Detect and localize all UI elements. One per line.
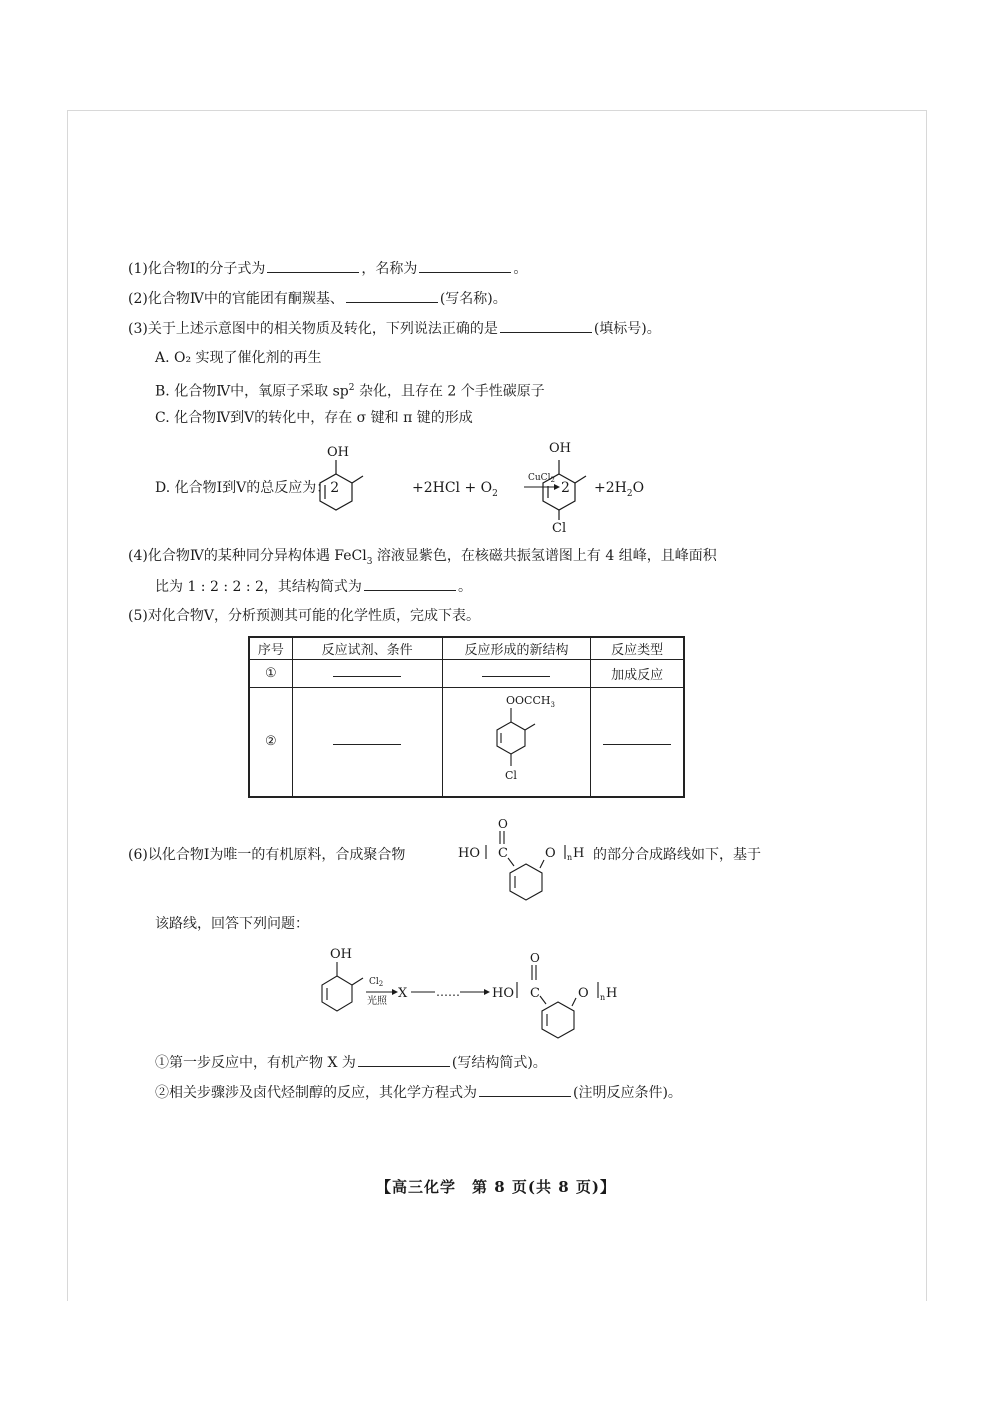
poly-n-label: n	[567, 853, 573, 862]
eq-prod-text: +2H	[594, 480, 627, 496]
route-condition: 光照	[367, 996, 387, 1007]
q4-blank[interactable]	[364, 576, 456, 591]
q4-sub: 3	[366, 556, 373, 567]
table-row	[249, 659, 684, 687]
route-reagent-text: Cl	[369, 977, 379, 987]
q3-stem-text: (3)关于上述示意图中的相关物质及转化，下列说法正确的是	[128, 321, 498, 337]
q6-sub-1	[155, 1052, 547, 1073]
q6-text: (6)以化合物Ⅰ为唯一的有机原料，合成聚合物	[128, 847, 406, 863]
q6-sub-2	[155, 1082, 682, 1103]
row2-group-text: OOCCH	[506, 693, 551, 707]
route-poly-c: C	[530, 986, 540, 1001]
row2-group-sub: 3	[550, 700, 556, 709]
q6-sub2-text-b: (注明反应条件)。	[573, 1085, 682, 1101]
q4-text-b: 溶液显紫色，在核磁共振氢谱图上有 4 组峰，且峰面积	[372, 548, 717, 564]
row2-reagent-blank[interactable]	[292, 687, 442, 797]
poly-o-label: O	[498, 817, 508, 831]
q2-text: (2)化合物Ⅳ中的官能团有酮羰基、	[128, 291, 344, 307]
question-6	[128, 845, 405, 865]
q1-text: (1)化合物Ⅰ的分子式为	[128, 261, 266, 277]
poly-ho-label: HO	[458, 846, 480, 861]
table-header-row	[249, 637, 684, 659]
product-cl-label: Cl	[552, 521, 567, 536]
poly-c-label: C	[498, 846, 508, 861]
eq-o2-sub: 2	[492, 489, 498, 499]
col-header-structure: 反应形成的新结构	[442, 637, 591, 659]
route-poly-h: H	[606, 986, 618, 1001]
eq-h2-sub: 2	[626, 489, 633, 499]
reactant-oh-label: OH	[327, 445, 349, 460]
properties-table	[248, 636, 685, 798]
route-dots: ……	[436, 985, 460, 999]
q1-formula-blank[interactable]	[267, 258, 359, 273]
acetate-structure	[456, 690, 576, 790]
poly-h-label: H	[573, 846, 585, 861]
q1-text-b: ，名称为	[361, 261, 418, 277]
q6-sub2-blank[interactable]	[479, 1082, 571, 1097]
row2-no: ②	[249, 687, 292, 797]
q3-blank[interactable]	[500, 318, 592, 333]
row2-structure	[442, 687, 591, 797]
q6-synthesis-route	[312, 940, 632, 1050]
table-row	[249, 687, 684, 797]
col-header-no: 序号	[249, 637, 292, 659]
col-header-reagent: 反应试剂、条件	[292, 637, 442, 659]
eq-catalyst-sub: 2	[550, 476, 555, 484]
eq-arrowhead	[554, 484, 560, 490]
row2-cl-label: Cl	[505, 768, 518, 782]
question-4	[128, 546, 717, 572]
route-reagent	[369, 977, 383, 988]
question-5: (5)对化合物Ⅴ，分析预测其可能的化学性质，完成下表。	[128, 608, 480, 624]
q3-option-b	[155, 378, 545, 402]
col-header-type: 反应类型	[591, 637, 684, 659]
row2-type-blank[interactable]	[591, 687, 684, 797]
q1-text-c: 。	[513, 261, 528, 277]
route-poly-o2: O	[578, 986, 589, 1001]
q6-polymer-structure	[456, 816, 591, 908]
poly-o2-label: O	[545, 846, 556, 861]
route-poly-o: O	[530, 951, 540, 965]
q4-text: (4)化合物Ⅳ的某种同分异构体遇 FeCl	[128, 548, 367, 564]
route-poly-n: n	[600, 993, 606, 1002]
eq-mid-text: +2HCl + O	[412, 480, 493, 496]
page-footer: 【高三化学 第 8 页(共 8 页)】	[376, 1178, 616, 1196]
question-6-tail: 的部分合成路线如下，基于	[593, 847, 761, 863]
q3-option-b-text-b: 杂化，且存在 2 个手性碳原子	[354, 383, 545, 400]
route-arrowhead-3	[484, 989, 490, 995]
question-2	[128, 288, 507, 309]
row1-reagent-blank[interactable]	[292, 659, 442, 687]
q3-option-b-sup: 2	[348, 383, 355, 393]
q2-text-b: (写名称)。	[439, 291, 507, 307]
q3-option-d-label: D. 化合物Ⅰ到Ⅴ的总反应为：2	[155, 480, 340, 496]
question-3-stem	[128, 318, 661, 339]
route-reagent-sub: 2	[378, 980, 384, 988]
eq-prod-o: O	[632, 480, 645, 496]
q3-stem-text-b: (填标号)。	[593, 321, 661, 337]
q3-option-d-equation	[150, 436, 670, 536]
q6-sub1-text: ①第一步反应中，有机产物 X 为	[155, 1055, 356, 1071]
route-oh-label: OH	[330, 947, 352, 962]
route-poly-ho: HO	[492, 986, 514, 1001]
q6-sub1-text-b: (写结构简式)。	[451, 1055, 547, 1071]
q6-sub1-blank[interactable]	[358, 1052, 450, 1067]
eq-catalyst-text: CuCl	[528, 473, 551, 483]
product-oh-label: OH	[549, 441, 571, 456]
route-x-label: X	[398, 986, 408, 1001]
q3-option-c: C. 化合物Ⅳ到Ⅴ的转化中，存在 σ 键和 π 键的形成	[155, 410, 473, 426]
row1-structure-blank[interactable]	[442, 659, 591, 687]
q4-text-d: 。	[457, 579, 472, 595]
q1-name-blank[interactable]	[419, 258, 511, 273]
q3-option-a: A. O₂ 实现了催化剂的再生	[155, 350, 322, 366]
eq-product-water	[594, 480, 644, 499]
q3-option-b-text: B. 化合物Ⅳ中，氧原子采取 sp	[155, 383, 349, 400]
question-4-line-2	[155, 576, 472, 597]
q4-text-c: 比为 1 : 2 : 2 : 2，其结构简式为	[155, 579, 362, 595]
q6-sub2-text: ②相关步骤涉及卤代烃制醇的反应，其化学方程式为	[155, 1085, 477, 1101]
row1-type: 加成反应	[591, 659, 684, 687]
eq-coef: 2	[561, 480, 570, 496]
question-1	[128, 258, 527, 279]
question-6-line-2: 该路线，回答下列问题：	[155, 916, 309, 932]
q2-blank[interactable]	[346, 288, 438, 303]
eq-middle	[412, 480, 498, 499]
row2-group	[506, 694, 555, 709]
row1-no: ①	[249, 659, 292, 687]
